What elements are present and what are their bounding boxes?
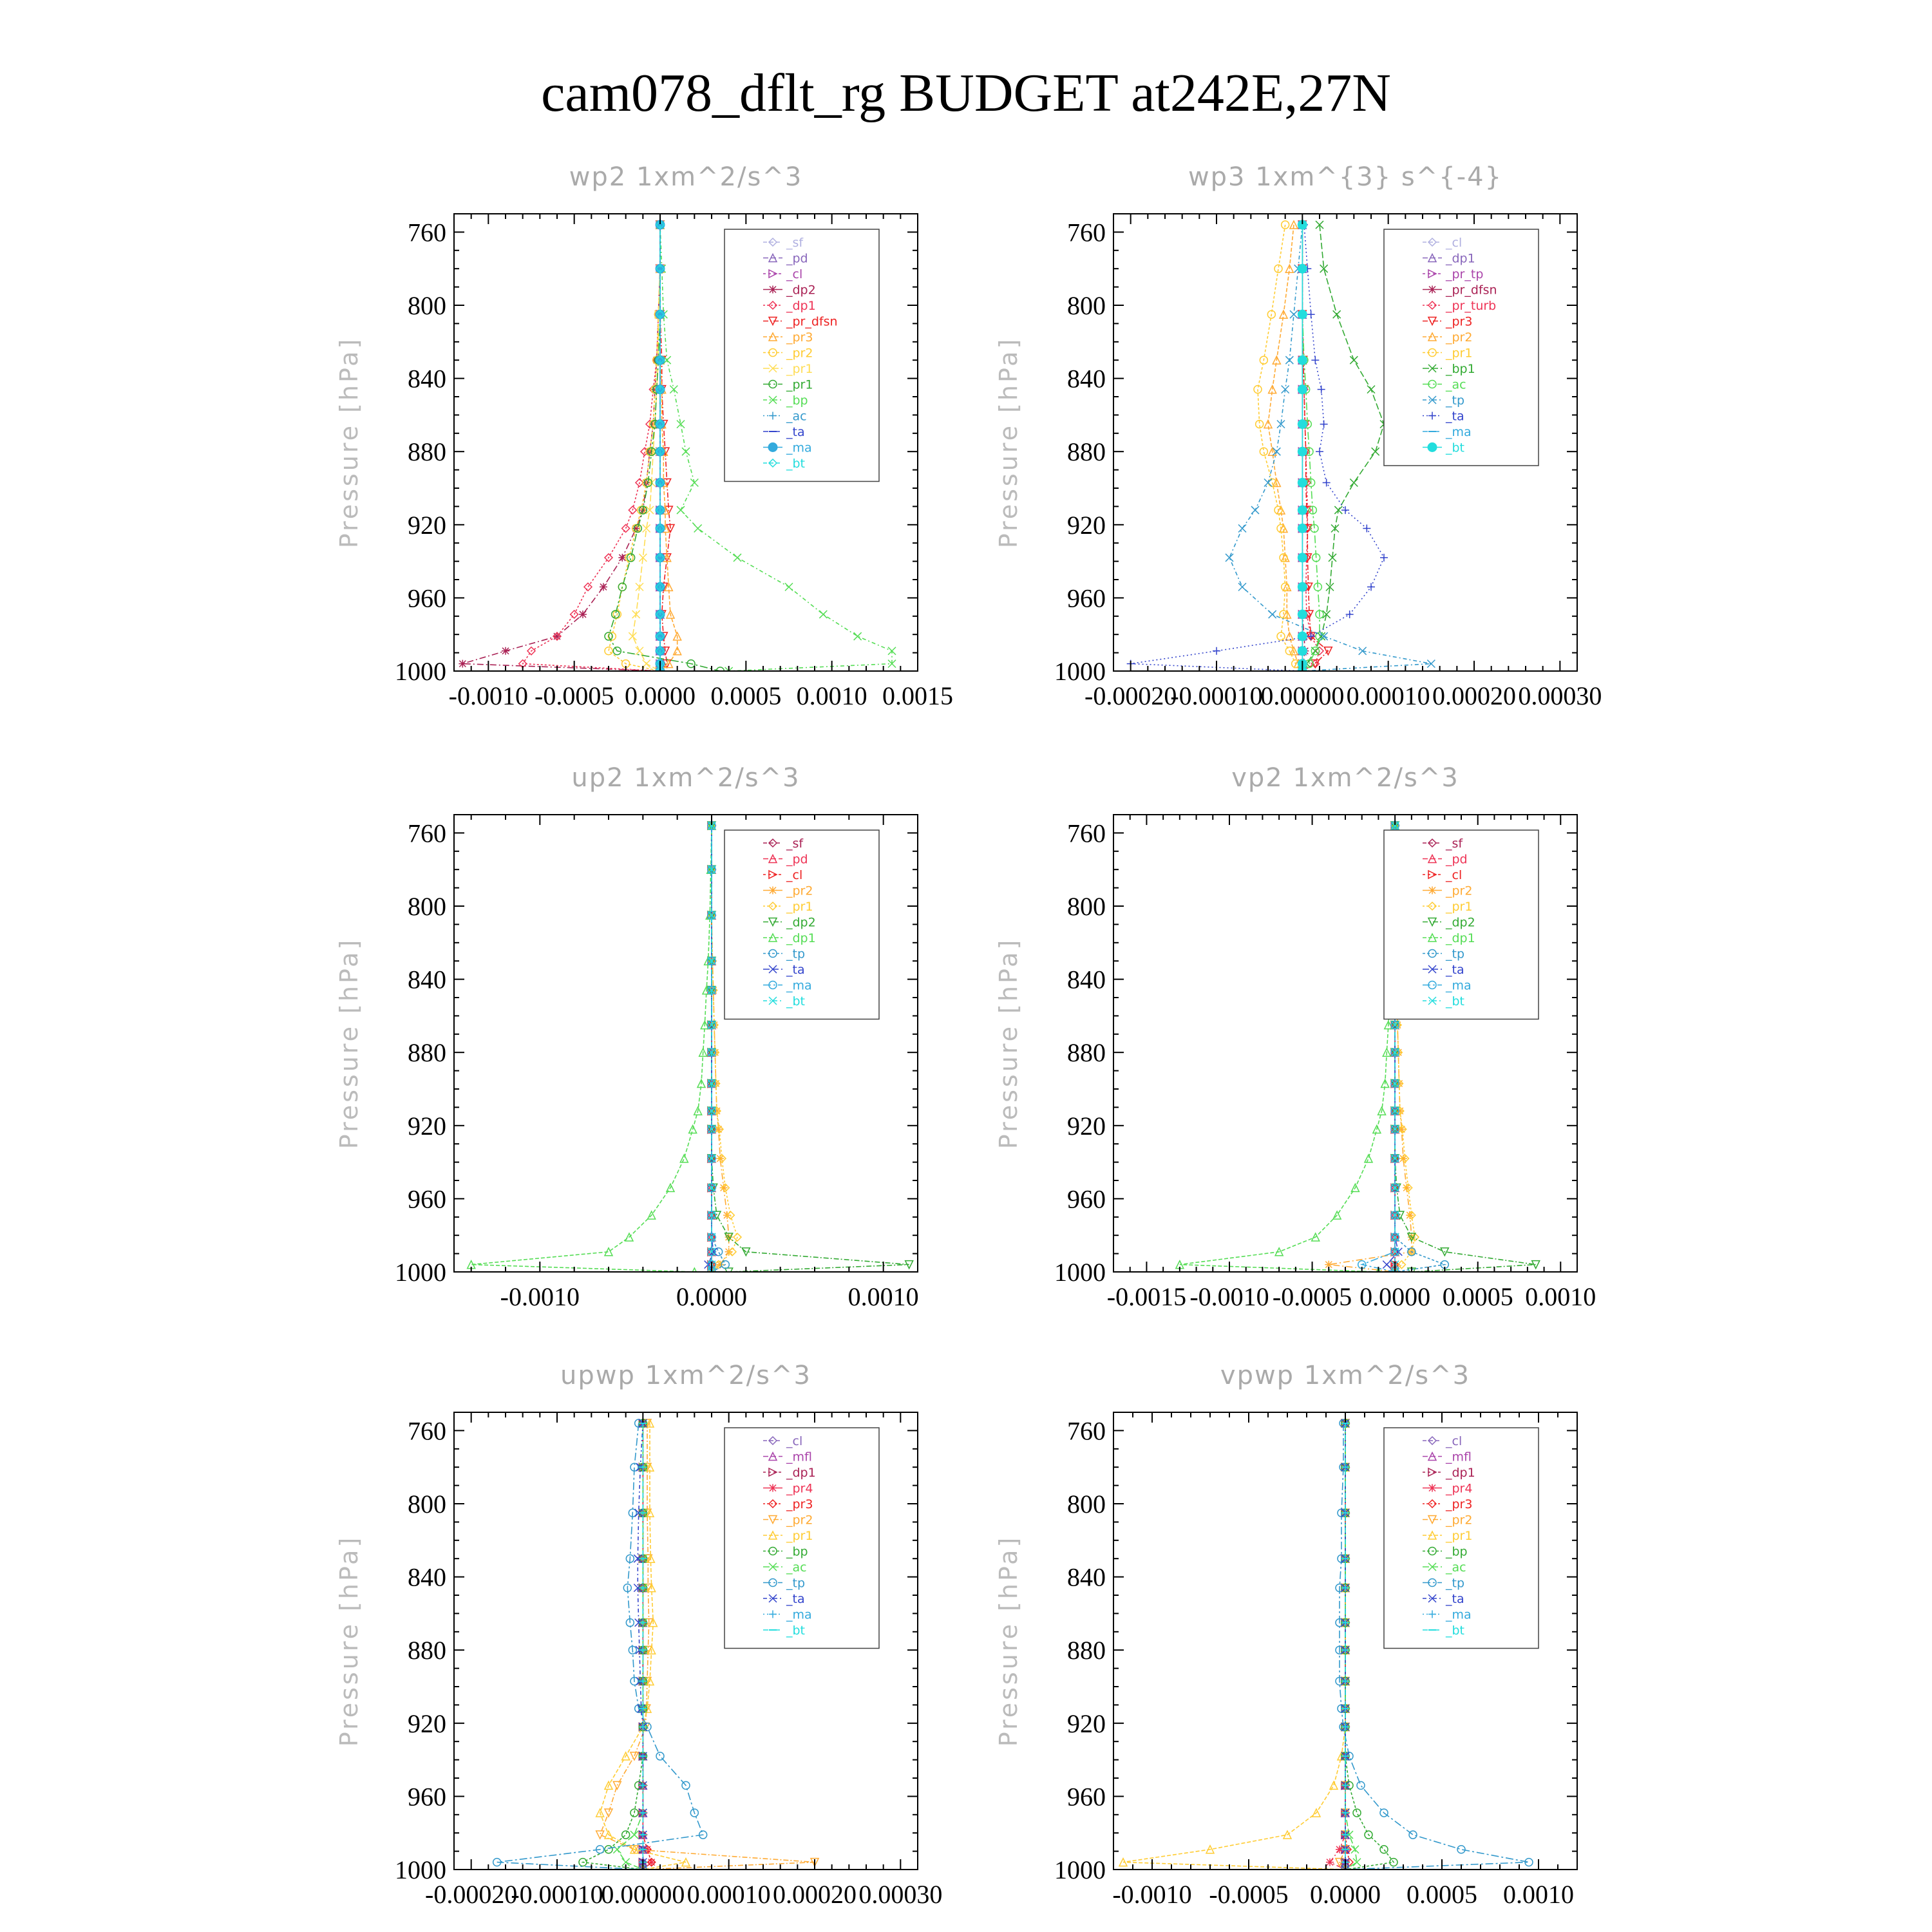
legend-entry: _pr2 bbox=[786, 346, 813, 361]
legend-entry: _pr1 bbox=[1446, 346, 1473, 361]
legend-entry: _dp1 bbox=[1446, 1466, 1475, 1480]
panel-title: wp2 1xm^2/s^3 bbox=[569, 162, 803, 192]
legend-entry: _pr3 bbox=[1446, 314, 1473, 329]
legend-entry: _bt bbox=[1446, 440, 1465, 455]
x-tick-label: 0.0010 bbox=[1525, 1282, 1596, 1311]
legend-entry: _pr1 bbox=[786, 362, 813, 376]
figure-title: cam078_dflt_rg BUDGET at242E,27N bbox=[541, 63, 1391, 123]
x-tick-label: 0.0000 bbox=[625, 681, 696, 710]
legend-entry: _pr3 bbox=[786, 1497, 813, 1511]
y-tick-label: 840 bbox=[1067, 364, 1106, 393]
x-tick-label: 0.00000 bbox=[601, 1880, 685, 1909]
legend-entry: _bp bbox=[786, 1544, 808, 1559]
legend-marker bbox=[1428, 443, 1437, 452]
y-tick-label: 800 bbox=[1067, 892, 1106, 921]
data-point bbox=[1298, 385, 1307, 394]
x-tick-label: -0.00020 bbox=[425, 1880, 518, 1909]
x-tick-label: 0.00030 bbox=[858, 1880, 943, 1909]
legend-entry: _tp bbox=[1446, 393, 1465, 408]
legend-entry: _pd bbox=[786, 852, 808, 867]
legend-entry: _dp2 bbox=[786, 283, 816, 298]
y-tick-label: 960 bbox=[408, 583, 446, 613]
legend-entry: _ta bbox=[786, 963, 805, 977]
data-point bbox=[1298, 524, 1307, 533]
x-tick-label: -0.0010 bbox=[1112, 1880, 1192, 1909]
x-tick-label: 0.0005 bbox=[1442, 1282, 1513, 1311]
y-axis-label: Pressure [hPa] bbox=[335, 336, 363, 549]
y-tick-label: 880 bbox=[1067, 437, 1106, 467]
legend-entry: _bt bbox=[786, 1624, 806, 1638]
y-axis-label: Pressure [hPa] bbox=[335, 1535, 363, 1747]
legend-entry: _pr1 bbox=[1446, 1529, 1473, 1543]
legend-entry: _bp bbox=[1446, 1544, 1468, 1559]
legend-entry: _dp2 bbox=[1446, 915, 1475, 930]
x-tick-label: 0.0005 bbox=[710, 681, 782, 710]
legend-entry: _pr2 bbox=[1446, 884, 1473, 898]
x-tick-label: -0.0010 bbox=[448, 681, 528, 710]
x-tick-label: 0.0015 bbox=[882, 681, 953, 710]
y-tick-label: 960 bbox=[1067, 1782, 1106, 1812]
legend-entry: _bp1 bbox=[1446, 362, 1475, 376]
x-tick-label: -0.0015 bbox=[1106, 1282, 1187, 1311]
data-point bbox=[600, 583, 607, 591]
panel-title: upwp 1xm^2/s^3 bbox=[560, 1361, 811, 1390]
legend-entry: _ma bbox=[786, 1607, 812, 1622]
legend-entry: _bt bbox=[1446, 994, 1465, 1009]
y-tick-label: 1000 bbox=[395, 1855, 446, 1884]
legend-entry: _ma bbox=[786, 440, 812, 455]
legend-marker bbox=[1428, 887, 1436, 895]
y-tick-label: 960 bbox=[408, 1782, 446, 1812]
data-point bbox=[1298, 478, 1307, 487]
x-tick-label: 0.0010 bbox=[796, 681, 867, 710]
y-tick-label: 1000 bbox=[395, 1258, 446, 1287]
legend-entry: _ta bbox=[1446, 1592, 1464, 1606]
data-point bbox=[1298, 264, 1307, 273]
x-tick-label: 0.0000 bbox=[1359, 1282, 1431, 1311]
y-tick-label: 760 bbox=[408, 1416, 446, 1446]
legend-entry: _bt bbox=[1446, 1624, 1465, 1638]
data-point bbox=[553, 632, 561, 640]
x-tick-label: -0.0005 bbox=[535, 681, 614, 710]
y-tick-label: 920 bbox=[408, 1111, 446, 1141]
legend-entry: _pr1 bbox=[1446, 900, 1473, 914]
legend-entry: _pr1 bbox=[786, 900, 813, 914]
legend-entry: _pr4 bbox=[1446, 1481, 1473, 1496]
legend-entry: _cl bbox=[1446, 1434, 1463, 1448]
legend-entry: _cl bbox=[786, 267, 803, 281]
y-tick-label: 920 bbox=[408, 1709, 446, 1738]
legend-entry: _pr_tp bbox=[1446, 267, 1484, 281]
data-point bbox=[502, 647, 509, 655]
data-point bbox=[1298, 647, 1307, 656]
y-tick-label: 880 bbox=[408, 1038, 446, 1068]
y-tick-label: 880 bbox=[1067, 1038, 1106, 1068]
panel-title: up2 1xm^2/s^3 bbox=[571, 763, 800, 793]
legend-entry: _pr2 bbox=[786, 1513, 813, 1528]
y-tick-label: 920 bbox=[1067, 510, 1106, 540]
data-point bbox=[1298, 447, 1307, 456]
x-tick-label: -0.00010 bbox=[1170, 681, 1263, 710]
x-tick-label: -0.0010 bbox=[1189, 1282, 1269, 1311]
y-tick-label: 800 bbox=[1067, 1490, 1106, 1519]
y-tick-label: 840 bbox=[408, 965, 446, 994]
legend-entry: _cl bbox=[1446, 868, 1463, 882]
data-point bbox=[1298, 582, 1307, 591]
data-point bbox=[1326, 1859, 1334, 1866]
legend-marker bbox=[769, 286, 777, 294]
legend-entry: _pr3 bbox=[1446, 1497, 1473, 1511]
legend-entry: _sf bbox=[1446, 837, 1463, 851]
data-point bbox=[459, 660, 466, 668]
legend-entry: _dp1 bbox=[786, 931, 816, 945]
x-tick-label: 0.0010 bbox=[848, 1282, 919, 1311]
legend-entry: _pr_dfsn bbox=[786, 314, 838, 329]
y-tick-label: 760 bbox=[1067, 1416, 1106, 1446]
data-point bbox=[1298, 355, 1307, 365]
legend-entry: _pr3 bbox=[786, 330, 813, 345]
legend-entry: _tp bbox=[786, 947, 806, 961]
x-tick-label: -0.0005 bbox=[1209, 1880, 1289, 1909]
legend-entry: _ta bbox=[786, 1592, 805, 1606]
legend-marker bbox=[1428, 1484, 1436, 1492]
y-tick-label: 880 bbox=[408, 1636, 446, 1665]
legend-entry: _sf bbox=[786, 837, 804, 851]
legend-entry: _bp bbox=[786, 393, 808, 408]
legend-entry: _ac bbox=[786, 409, 807, 424]
legend-entry: _sf bbox=[786, 236, 804, 250]
legend-entry: _dp2 bbox=[786, 915, 816, 930]
legend-entry: _bt bbox=[786, 994, 806, 1009]
x-tick-label: -0.00010 bbox=[511, 1880, 603, 1909]
x-tick-label: 0.00030 bbox=[1518, 681, 1602, 710]
y-axis-label: Pressure [hPa] bbox=[335, 937, 363, 1150]
y-tick-label: 800 bbox=[408, 291, 446, 320]
legend-marker bbox=[1428, 286, 1436, 294]
y-axis-label: Pressure [hPa] bbox=[994, 336, 1023, 549]
x-tick-label: 0.0005 bbox=[1406, 1880, 1477, 1909]
x-tick-label: 0.00000 bbox=[1260, 681, 1345, 710]
legend-entry: _bt bbox=[786, 457, 806, 471]
y-tick-label: 1000 bbox=[1054, 657, 1106, 686]
legend-entry: _pd bbox=[786, 251, 808, 266]
y-tick-label: 800 bbox=[408, 1490, 446, 1519]
x-tick-label: -0.0010 bbox=[500, 1282, 580, 1311]
legend-marker bbox=[768, 443, 777, 452]
data-point bbox=[1298, 420, 1307, 429]
legend-entry: _pr_dfsn bbox=[1446, 283, 1497, 298]
legend-entry: _cl bbox=[786, 1434, 803, 1448]
legend-marker bbox=[769, 1484, 777, 1492]
y-tick-label: 960 bbox=[1067, 1184, 1106, 1214]
y-tick-label: 920 bbox=[1067, 1709, 1106, 1738]
legend-entry: _ta bbox=[1446, 963, 1464, 977]
legend-entry: _tp bbox=[1446, 1576, 1465, 1591]
legend-entry: _ma bbox=[786, 978, 812, 993]
y-tick-label: 760 bbox=[1067, 218, 1106, 247]
legend-entry: _dp1 bbox=[1446, 251, 1475, 266]
x-tick-label: -0.00020 bbox=[1084, 681, 1177, 710]
y-tick-label: 1000 bbox=[395, 657, 446, 686]
x-tick-label: 0.00010 bbox=[1346, 681, 1430, 710]
y-tick-label: 800 bbox=[1067, 291, 1106, 320]
y-tick-label: 840 bbox=[1067, 1562, 1106, 1592]
x-tick-label: 0.0010 bbox=[1503, 1880, 1574, 1909]
x-tick-label: -0.0005 bbox=[1272, 1282, 1352, 1311]
y-tick-label: 760 bbox=[1067, 819, 1106, 848]
y-tick-label: 1000 bbox=[1054, 1258, 1106, 1287]
legend-entry: _tp bbox=[786, 1576, 806, 1591]
y-tick-label: 760 bbox=[408, 218, 446, 247]
y-tick-label: 1000 bbox=[1054, 1855, 1106, 1884]
data-point bbox=[579, 611, 587, 618]
y-tick-label: 840 bbox=[1067, 965, 1106, 994]
legend-entry: _ac bbox=[1446, 1560, 1466, 1575]
legend-entry: _cl bbox=[1446, 236, 1463, 250]
y-tick-label: 960 bbox=[408, 1184, 446, 1214]
panel-title: wp3 1xm^{3} s^{-4} bbox=[1188, 162, 1503, 192]
panel-title: vp2 1xm^2/s^3 bbox=[1231, 763, 1459, 793]
legend-entry: _pr4 bbox=[786, 1481, 813, 1496]
legend-entry: _dp1 bbox=[1446, 931, 1475, 945]
x-tick-label: 0.00020 bbox=[1432, 681, 1516, 710]
legend-entry: _mfl bbox=[1446, 1450, 1472, 1464]
legend-entry: _ta bbox=[786, 425, 805, 439]
data-point bbox=[1298, 310, 1307, 319]
legend-entry: _ma bbox=[1446, 425, 1472, 439]
y-tick-label: 840 bbox=[408, 1562, 446, 1592]
y-tick-label: 880 bbox=[1067, 1636, 1106, 1665]
legend-entry: _ta bbox=[1446, 409, 1464, 424]
legend-entry: _mfl bbox=[786, 1450, 812, 1464]
legend-entry: _cl bbox=[786, 868, 803, 882]
x-tick-label: 0.00010 bbox=[687, 1880, 771, 1909]
y-tick-label: 920 bbox=[1067, 1111, 1106, 1141]
legend-entry: _dp1 bbox=[786, 1466, 816, 1480]
legend-marker bbox=[769, 887, 777, 895]
legend-entry: _dp1 bbox=[786, 299, 816, 313]
legend-entry: _pr2 bbox=[786, 884, 813, 898]
legend-entry: _pr1 bbox=[786, 377, 813, 392]
y-axis-label: Pressure [hPa] bbox=[994, 1535, 1023, 1747]
y-tick-label: 840 bbox=[408, 364, 446, 393]
x-tick-label: 0.0000 bbox=[1310, 1880, 1381, 1909]
y-tick-label: 880 bbox=[408, 437, 446, 467]
legend-entry: _pr2 bbox=[1446, 1513, 1473, 1528]
data-point bbox=[1298, 610, 1307, 619]
y-tick-label: 960 bbox=[1067, 583, 1106, 613]
legend-entry: _ma bbox=[1446, 978, 1472, 993]
legend-entry: _pr2 bbox=[1446, 330, 1473, 345]
y-tick-label: 800 bbox=[408, 892, 446, 921]
x-tick-label: 0.00020 bbox=[773, 1880, 857, 1909]
legend-entry: _tp bbox=[1446, 947, 1465, 961]
y-axis-label: Pressure [hPa] bbox=[994, 937, 1023, 1150]
y-tick-label: 920 bbox=[408, 510, 446, 540]
x-tick-label: 0.0000 bbox=[676, 1282, 747, 1311]
legend-entry: _ac bbox=[1446, 377, 1466, 392]
data-point bbox=[1298, 506, 1307, 515]
legend-entry: _ma bbox=[1446, 1607, 1472, 1622]
legend-entry: _ac bbox=[786, 1560, 807, 1575]
legend-entry: _pr_turb bbox=[1446, 299, 1497, 313]
legend-entry: _pd bbox=[1446, 852, 1468, 867]
data-point bbox=[1298, 553, 1307, 562]
data-point bbox=[1298, 632, 1307, 641]
legend-entry: _pr1 bbox=[786, 1529, 813, 1543]
y-tick-label: 760 bbox=[408, 819, 446, 848]
data-point bbox=[648, 1859, 656, 1866]
panel-title: vpwp 1xm^2/s^3 bbox=[1220, 1361, 1471, 1390]
